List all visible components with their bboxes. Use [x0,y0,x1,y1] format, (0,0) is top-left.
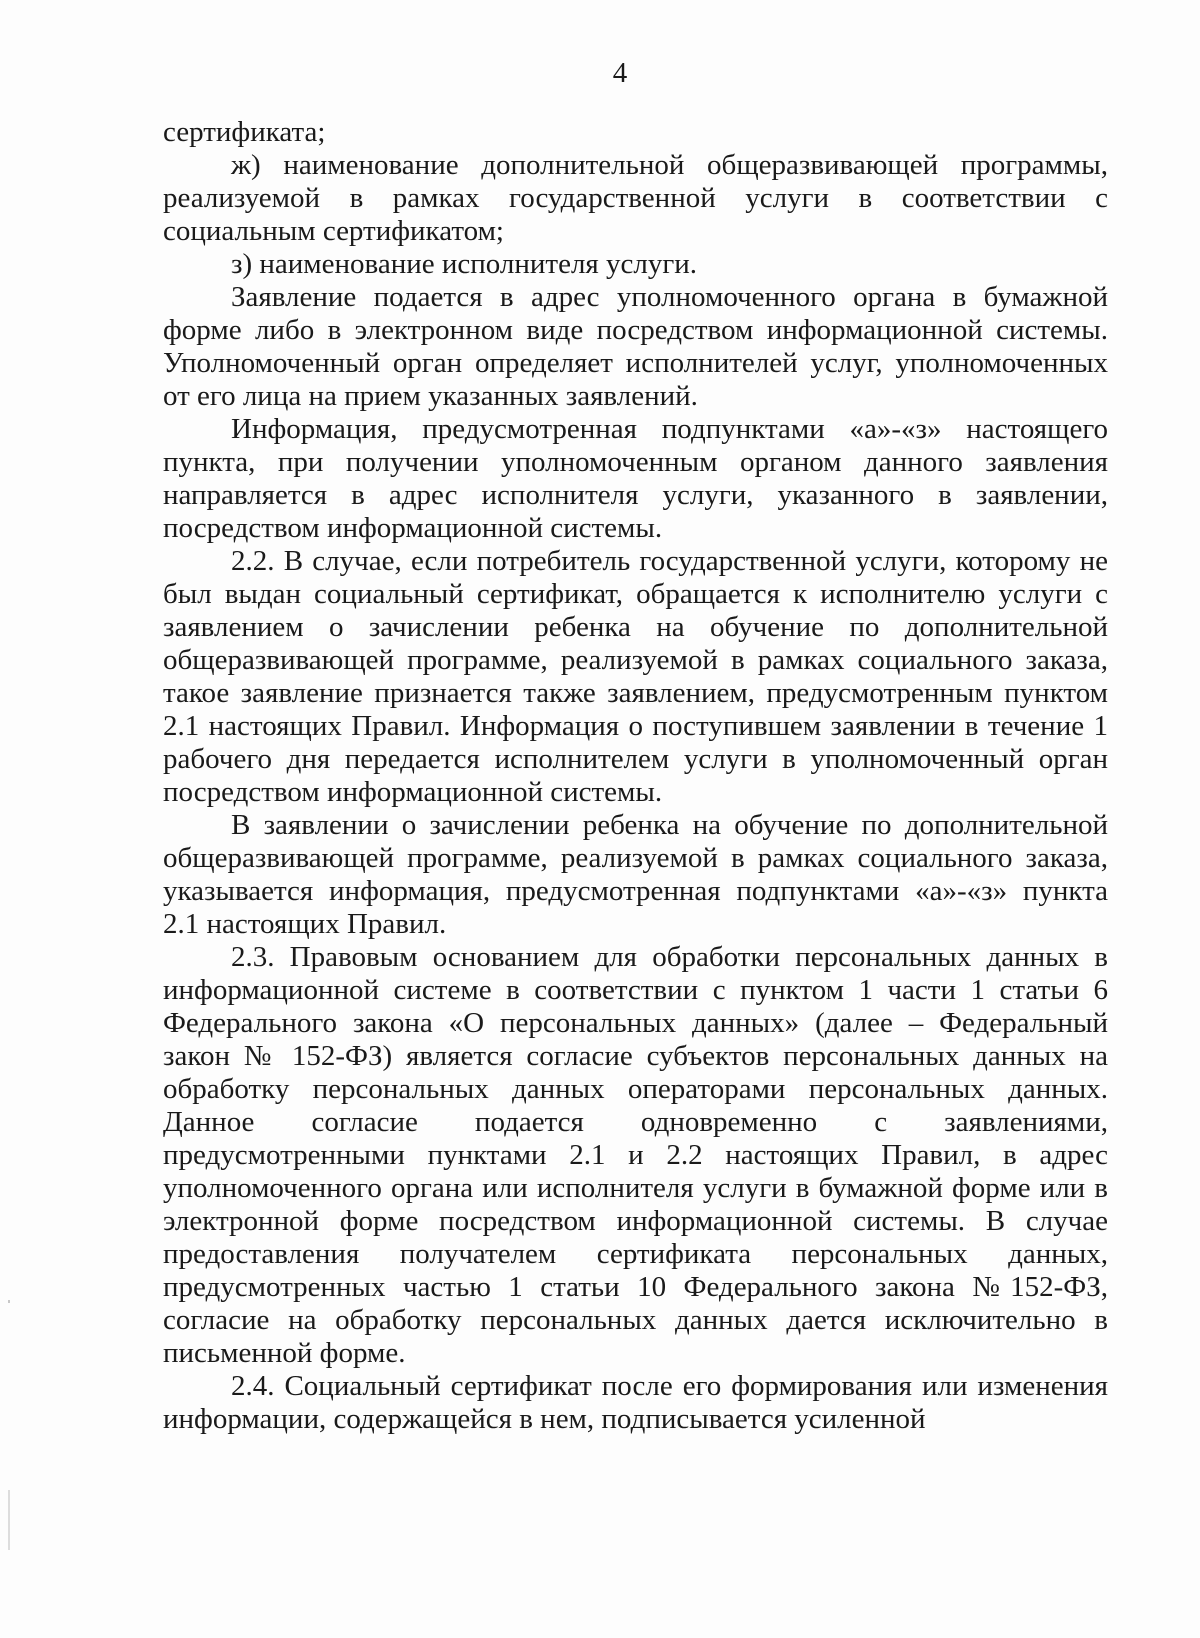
paragraph-section-2-4: 2.4. Социальный сертификат после его формирования или изменения информации, содержащейся в нем, подписывается усиленной [163,1370,1108,1435]
paragraph-certificate-continuation: сертификата; [163,116,326,148]
scan-artifact [8,1490,10,1550]
paragraph-application-submission: Заявление подается в адрес уполномоченного органа в бумажной форме либо в электронном виде посредством информационной системы. Уполномоченный орган определяет исполнителей услуг, уполномоченных от его лица на прием указанных заявлений. [163,281,1108,412]
paragraph-section-2-3: 2.3. Правовым основанием для обработки персональных данных в информационной системе в соответствии с пунктом 1 части 1 статьи 6 Федерального закона «О персональных данных» (далее – Федеральный закон № 152-ФЗ) является согласие субъектов персональных данных на обработку персональных данных операторами персональных данных. Данное согласие подается одновременно с заявлениями, предусмотренными пунктами 2.1 и 2.2 настоящих Правил, в адрес уполномоченного органа или исполнителя услуги в бумажной форме или в электронной форме посредством информационной системы. В случае предоставления получателем сертификата персональных данных, предусмотренных частью 1 статьи 10 Федерального закона №152-ФЗ, согласие на обработку персональных данных дается исключительно в письменной форме. [163,941,1108,1369]
scan-artifact [8,1300,10,1303]
paragraph-enrollment-application: В заявлении о зачислении ребенка на обучение по дополнительной общеразвивающей программе, реализуемой в рамках социального заказа, указывается информация, предусмотренная подпунктами «а»-«з» пункта 2.1 настоящих Правил. [163,809,1108,940]
document-body [163,116,1108,1436]
paragraph-information-routing: Информация, предусмотренная подпунктами «а»-«з» настоящего пункта, при получении уполномоченным органом данного заявления направляется в адрес исполнителя услуги, указанного в заявлении, посредством информационной системы. [163,413,1108,544]
page-number: 4 [612,57,628,89]
paragraph-item-z: з) наименование исполнителя услуги. [231,248,698,280]
paragraph-section-2-2: 2.2. В случае, если потребитель государственной услуги, которому не был выдан социальный сертификат, обращается к исполнителю услуги с заявлением о зачислении ребенка на обучение по дополнительной общеразвивающей программе, реализуемой в рамках социального заказа, такое заявление признается также заявлением, предусмотренным пунктом 2.1 настоящих Правил. Информация о поступившем заявлении в течение 1 рабочего дня передается исполнителем услуги в уполномоченный орган посредством информационной системы. [163,545,1108,808]
paragraph-item-zh: ж) наименование дополнительной общеразвивающей программы, реализуемой в рамках государственной услуги в соответствии с социальным сертификатом; [163,149,1108,247]
